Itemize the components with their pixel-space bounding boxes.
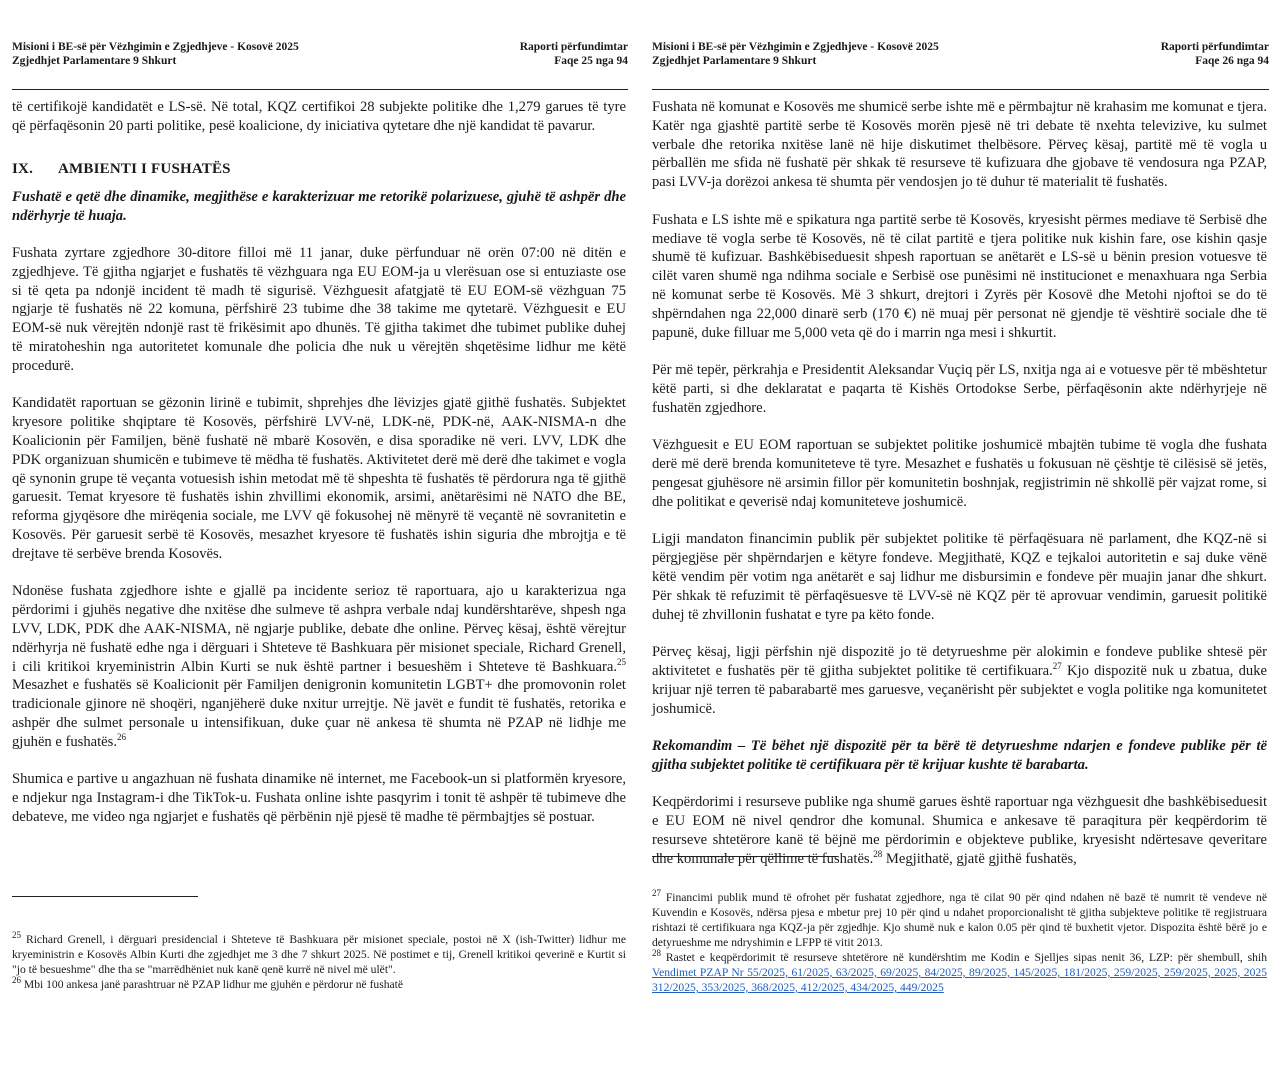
footnote-separator bbox=[12, 896, 198, 897]
paragraph: Shumica e partive u angazhuan në fushata dinamike në internet, me Facebook-un si platformën kryesore, e ndjekur nga Instagram-i dhe TikTok-u. Fushata online ishte pasqyrim i tonit të ashpër të tubimeve dhe debateve, me video nga ngjarjet e fushatës që përbënin një pjesë të madhe të përmbajtjes së postuar. bbox=[12, 771, 626, 825]
paragraph-text: Ndonëse fushata zgjedhore ishte e gjallë pa incidente serioz të raportuara, ajo u karakterizua nga përdorimi i gjuhës negative dhe nxitëse dhe sulmeve të ashpra verbale ndaj kundërshtarëve, shpesh nga LVV, LDK, PDK dhe AAK-NISMA, në ngjarje publike, debate dhe online. Përveç kësaj, është vërejtur ndërhyrja në fushatë edhe nga i dërguari i Shteteve të Bashkuara për misionet speciale, Richard Grenell, i cili kritikoi kryeministrin Albin Kurti se nuk është partner i besueshëm i Shteteve të Bashkuara. bbox=[12, 583, 626, 675]
footnote-ref[interactable]: 26 bbox=[116, 731, 126, 742]
header-page-number: Faqe 25 nga 94 bbox=[554, 55, 628, 67]
section-heading bbox=[12, 160, 626, 179]
header-org: Misioni i BE-së për Vëzhgimin e Zgjedhjeve - Kosovë 2025 bbox=[652, 41, 939, 53]
footnote-text: Financimi publik mund të ofrohet për fushatat zgjedhore, nga të cilat 90 për qind ndahen në bazë të numrit të vendeve në Kuvendin e Kosovës, ndërsa pjesa e mbetur prej 10 për qind u ndahet proporcionalisht të gjitha subjekteve politike të regjistruara rishtazi të certifikuara nga KQZ-ja për zgjedhje. Kjo shumë nuk e kalon 0.05 për qind të buxhetit vjetor. Dispozita është bërë jo e detyrueshme me ndryshimin e LFPP të vitit 2013. bbox=[652, 891, 1267, 949]
paragraph: Fushata e LS ishte më e spikatura nga partitë serbe të Kosovës, kryesisht përmes mediave të Serbisë dhe mediave të vogla serbe të Kosovës, në të cilat partitë e tjera politike nuk kishin fare, ose kishin qasje shumë të kufizuar. Bashkëbiseduesit shpesh raportuan se anëtarët e LS-së u bënin presion votuesve të cilët varen shumë nga ndihma sociale e Serbisë ose punësimi në institucionet e menaxhuara nga Serbia në komunat serbe të Kosovës. Më 3 shkurt, drejtori i Zyrës për Kosovë dhe Metohi njoftoi se do të shpërndahen nga 22,000 dinarë serb (170 €) në muaj për personat në gjendje të vështirë sociale dhe të papunë, duke filluar me 5,000 veta që do i marrin nga mesi i shkurtit. bbox=[652, 211, 1267, 341]
footnote-number: 27 bbox=[652, 888, 661, 899]
paragraph: Ligji mandaton financimin publik për subjektet politike të përfaqësuara në parlament, dhe KQZ-në si përgjegjëse për shpërndarjen e këtyre fondeve. Megjithatë, KQZ e tejkaloi autoritetin e saj duke vënë këtë vendim për votim nga anëtarët e saj lidhur me disbursimin e fondeve për muajin janar dhe shkurt. Për shkak të refuzimit të përfaqësuesve të LVV-së në KQZ për të aprovuar vendimin, garuesit politikë duhej të zhvillonin fushatat e tyre pa këto fonde. bbox=[652, 531, 1267, 623]
paragraph-text: Keqpërdorimi i resurseve publike nga shumë garues është raportuar nga vëzhguesit dhe bashkëbiseduesit e EU EOM në nivel qendror dhe komunal. Shumica e ankesave të paraqitura për keqpërdorim të resurseve shtetërore kanë të bëjnë me përdorimin e objekteve publike, kryesisht ndërtesave qeveritare dhe komunale për qëllime të fushatës. bbox=[652, 794, 1267, 867]
footnote-ref[interactable]: 25 bbox=[617, 656, 626, 667]
footnote-text: Mbi 100 ankesa janë parashtruar në PZAP lidhur me gjuhën e përdorur në fushatë bbox=[21, 978, 404, 991]
paragraph-text: Megjithatë, gjatë gjithë fushatës, bbox=[882, 850, 1077, 867]
paragraph bbox=[652, 793, 1267, 868]
footnote-28 bbox=[652, 950, 1267, 995]
paragraph: Kandidatët raportuan se gëzonin lirinë e tubimit, shprehjes dhe lëvizjes gjatë gjithë fushatës. Subjektet kryesore politike shqiptare të Kosovës, përfshirë LVV-në, LDK-në, PDK-në, AAK-NISMA-n dhe Koalicionin për Familjen, bënë fushatë në mbarë Kosovën, e disa sporadike në veri. LVV, LDK dhe PDK organizuan shumicën e tubimeve të mëdha të fushatës. Aktivitetet derë më derë dhe takimet e vogla që synonin grupe të veçanta votuesish ishin metodat më të shpeshta të fushatës të përdorura nga të gjithë garuesit. Temat kryesore të fushatës ishin zhvillimi ekonomik, arsimi, anëtarësimi në NATO dhe BE, reforma gjyqësore dhe mirëqenia sociale, me LVV që fokusohej në mënyrë të veçantë në sovranitetin e Kosovës. Për garuesit serbë të Kosovës, mesazhet kryesore të fushatës ishin siguria dhe mbrojtja e të drejtave të serbëve brenda Kosovës. bbox=[12, 395, 626, 562]
paragraph: Vëzhguesit e EU EOM raportuan se subjektet politike joshumicë mbajtën tubime të vogla dhe fushata derë më derë brenda komuniteteve të tyre. Mesazhet e fushatës u fokusuan në çështje të cilësisë së jetës, pengesat gjuhësore në arsimin fillor për komunitetin boshnjak, regjistrimin në shkollë për vajzat rome, si dhe politikat e qeverisë ndaj komuniteteve joshumicë. bbox=[652, 437, 1267, 510]
header-rule bbox=[652, 89, 1269, 90]
page-body bbox=[652, 98, 1267, 887]
footnote-ref[interactable]: 27 bbox=[1052, 661, 1062, 672]
paragraph-text: Kjo dispozitë nuk u zbatua, duke krijuar një terren të pabarabartë mes garuesve, veçanërisht për subjektet e vogla politike nga komunitetet joshumicë. bbox=[652, 662, 1267, 717]
header-election: Zgjedhjet Parlamentare 9 Shkurt bbox=[12, 55, 177, 67]
page-25 bbox=[0, 0, 640, 1080]
header-org: Misioni i BE-së për Vëzhgimin e Zgjedhjeve - Kosovë 2025 bbox=[12, 41, 299, 53]
paragraph: Fushata në komunat e Kosovës me shumicë serbe ishte më e përmbajtur në krahasim me komunat e tjera. Katër nga gjashtë partitë serbe të Kosovës morën pjesë në tri debate të nxehta televizive, ku sulmet verbale dhe retorika nxitëse lanë në hije diskutimet thelbësore. Përveç kësaj, partitë më të vogla u përballën me sfida në fushatë për shkak të resurseve të kufizuara dhe gjobave të vendosura nga PZAP, pasi LVV-ja dorëzoi ankesa të shumta për vendosjen jo të duhur të materialit të fushatës. bbox=[652, 99, 1267, 191]
paragraph bbox=[12, 582, 626, 751]
footnotes bbox=[652, 890, 1267, 995]
page-body bbox=[12, 98, 626, 845]
header-report: Raporti përfundimtar bbox=[1160, 41, 1269, 53]
footnote-number: 25 bbox=[12, 930, 21, 941]
footnote-27 bbox=[652, 890, 1267, 950]
section-number: IX. bbox=[12, 160, 34, 177]
header-rule bbox=[12, 89, 628, 90]
footnote-25 bbox=[12, 932, 626, 977]
paragraph: Për më tepër, përkrahja e Presidentit Aleksandar Vuçiq për LS, nxitja nga ai e votuesve për të mbështetur këtë parti, si dhe deklaratat e paqarta të Kishës Ortodokse Serbe, përfaqësonin akte ndërhyrjeje në fushatën zgjedhore. bbox=[652, 362, 1267, 416]
footnote-number: 26 bbox=[12, 975, 21, 986]
footnote-ref[interactable]: 28 bbox=[873, 849, 883, 860]
footnote-26 bbox=[12, 977, 626, 992]
header-election: Zgjedhjet Parlamentare 9 Shkurt bbox=[652, 55, 817, 67]
pzap-decisions-link[interactable]: Vendimet PZAP Nr 55/2025, 61/2025, 63/2025, 69/2025, 84/2025, 89/2025, 145/2025, 181/2025, 259/2025, 259/2025, 2025, 2025 312/2025, 353/2025, 368/2025, 412/2025, 434/2025, 449/2025 bbox=[652, 966, 1267, 994]
recommendation: Rekomandim – Të bëhet një dispozitë për ta bërë të detyrueshme ndarjen e fondeve publike për të gjitha subjektet politike të certifikuara për të krijuar kushte të barabarta. bbox=[652, 738, 1267, 773]
header-report: Raporti përfundimtar bbox=[519, 41, 628, 53]
footnote-text: Richard Grenell, i dërguari presidencial i Shteteve të Bashkuara për misionet speciale, postoi në X (ish-Twitter) lidhur me kryeministrin e Kosovës Albin Kurti dhe zgjedhjet me 3 dhe 7 shkurt 2025. Në postimet e tij, Grenell kritikoi qeverinë e Kurtit si "jo të besueshme" dhe tha se "marrëdhëniet nuk kanë qenë kurrë në nivel më ulët". bbox=[12, 933, 626, 976]
paragraph bbox=[652, 643, 1267, 718]
paragraph-text: Mesazhet e fushatës së Koalicionit për Familjen denigronin komunitetin LGBT+ dhe promovonin rolet tradicionale gjinore në shoqëri, nganjëherë duke nxitur urrejtje. Në javët e fundit të fushatës, retorika e ashpër dhe sulmet personale u intensifikuan, duke çuar në ankesa të shumta në PZAP në lidhje me gjuhën e fushatës. bbox=[12, 677, 626, 750]
header-page-number: Faqe 26 nga 94 bbox=[1195, 55, 1269, 67]
footnote-separator bbox=[652, 856, 838, 857]
page-26 bbox=[640, 0, 1281, 1080]
footnote-number: 28 bbox=[652, 948, 661, 959]
footnotes bbox=[12, 932, 626, 992]
section-lead: Fushatë e qetë dhe dinamike, megjithëse e karakterizuar me retorikë polarizuese, gjuhë të ashpër dhe ndërhyrje të huaja. bbox=[12, 189, 626, 225]
paragraph: Fushata zyrtare zgjedhore 30-ditore filloi më 11 janar, duke përfunduar në orën 07:00 në ditën e zgjedhjeve. Të gjitha ngjarjet e fushatës të vëzhguara nga EU EOM-ja u vlerësuan ose si entuziaste ose si të qeta pa ndonjë incident të madh të sigurisë. Vëzhguesit afatgjatë të EU EOM-së vëzhguan 75 ngjarje të fushatës në 22 komuna, përfshirë 23 tubime dhe 38 takime me qytetarë. Vëzhguesit e EU EOM-së nuk vërejtën ndonjë rast të frikësimit apo dhunës. Të gjitha takimet dhe tubimet publike duhej të miratoheshin nga autoritetet komunale dhe policia dhe nuk u vërejtën shqetësime lidhur me këtë procedurë. bbox=[12, 244, 626, 374]
section-title: AMBIENTI I FUSHATËS bbox=[58, 160, 231, 177]
paragraph: të certifikojë kandidatët e LS-së. Në total, KQZ certifikoi 28 subjekte politike dhe 1,279 garues të tyre që përfaqësonin 20 parti politike, pesë koalicione, dy iniciativa qytetare dhe një kandidat të pavarur. bbox=[12, 99, 626, 134]
paragraph-text: Përveç kësaj, ligji përfshin një dispozitë jo të detyrueshme për alokimin e fondeve publike shtesë për aktivitetet e fushatës për të gjitha subjektet politike të certifikuara. bbox=[652, 644, 1267, 679]
footnote-text: Rastet e keqpërdorimit të resurseve shtetërore në kundërshtim me Kodin e Sjelljes sipas nenit 36, LZP: për shembull, shih bbox=[661, 951, 1267, 964]
